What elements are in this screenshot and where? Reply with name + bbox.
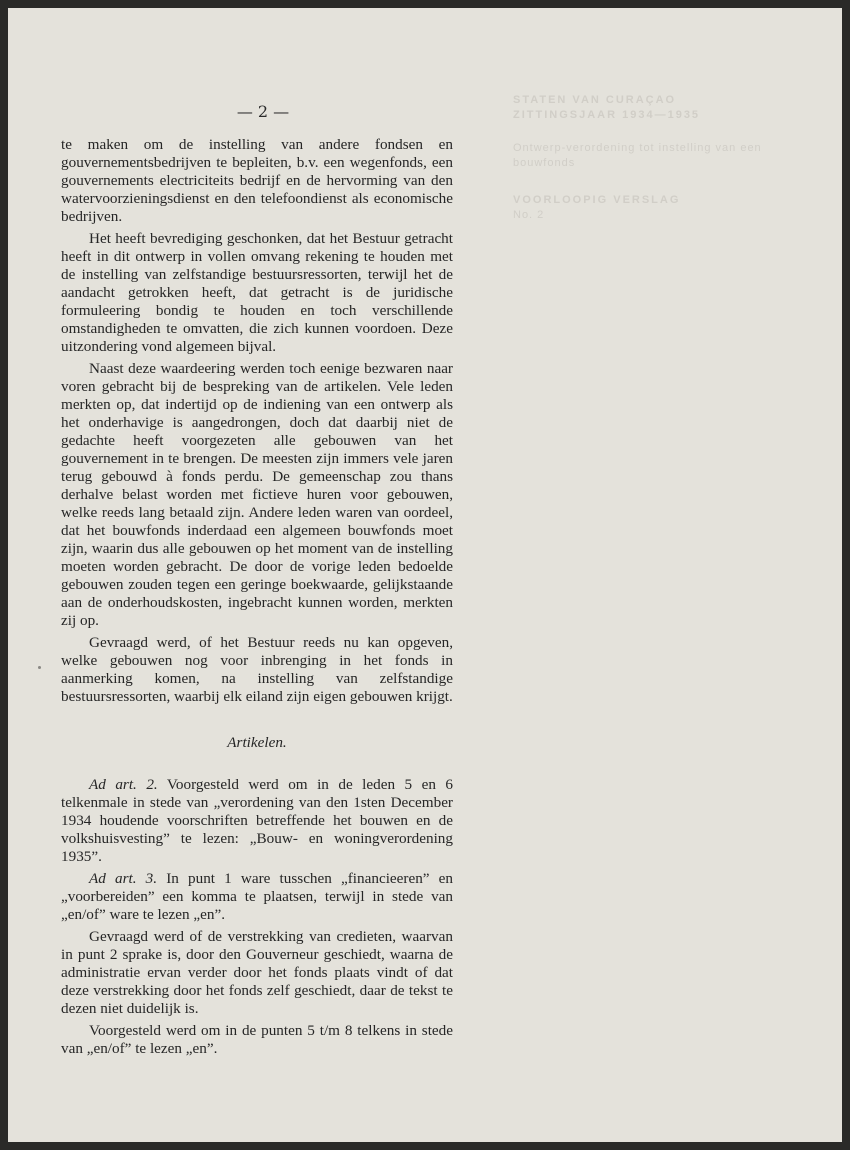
article-text: Voorgesteld werd om in de leden 5 en 6 telkenmale in stede van „verordening van den 1sten December 1934 houdende voorschriften betreffende het bouwen en de volkshuisvesting” te lezen: „Bouw- en woningverordening 1935”. — [61, 776, 453, 865]
show-through-line: VOORLOOPIG VERSLAG — [513, 194, 681, 206]
show-through-line: Ontwerp-verordening tot instelling van een — [513, 142, 762, 154]
article-label: Ad art. 2. — [89, 776, 158, 793]
show-through-line: bouwfonds — [513, 157, 576, 169]
show-through-line: No. 2 — [513, 209, 545, 221]
document-page — [8, 8, 842, 1142]
paragraph: Gevraagd werd, of het Bestuur reeds nu kan opgeven, welke gebouwen nog voor inbrenging in het fonds in aanmerking komen, na instelling van zelfstandige bestuursressorten, waarbij elk eiland zijn eigen gebouwen krijgt. — [61, 634, 453, 705]
paragraph: te maken om de instelling van andere fondsen en gouvernementsbedrijven te bepleiten, b.v. een wegenfonds, een gouvernements electriciteits bedrijf en de hervorming van den watervoorzieningsdienst en den telefoondienst als economische bedrijven. — [61, 136, 453, 225]
section-heading: Artikelen. — [227, 734, 287, 751]
body-text — [61, 136, 453, 1058]
paragraph: Het heeft bevrediging geschonken, dat het Bestuur getracht heeft in dit ontwerp in vollen omvang rekening te houden met de instelling van zelfstandige bestuursressorten, terwijl het de aandacht getrokken heeft, dat getracht is de juridische formuleering bondig te houden en toch verschillende omstandigheden te omvatten, die zich kunnen voordoen. Deze uitzondering vond algemeen bijval. — [61, 230, 453, 355]
paragraph: Naast deze waardeering werden toch eenige bezwaren naar voren gebracht bij de bespreking van de artikelen. Vele leden merkten op, dat indertijd op de indiening van een ontwerp als het onderhavige is aangedrongen, doch dat daarbij niet de gedachte heeft voorgezeten alle gebouwen van het gouvernement in te brengen. De meesten zijn immers vele jaren terug gebouwd à fonds perdu. De gemeenschap zou thans derhalve belast worden met fictieve huren voor gebouwen, welke reeds lang betaald zijn. Andere leden waren van oordeel, dat het bouwfonds inderdaad een algemeen bouwfonds moet zijn, waarin dus alle gebouwen op het moment van de instelling moeten worden gebracht. De door de vorige leden bedoelde gebouwen zouden tegen een geringe boekwaarde, gelijkstaande aan de onderhoudskosten, ingebracht kunnen worden, merkten zij op. — [61, 360, 453, 629]
show-through-text — [513, 93, 833, 223]
show-through-line: STATEN VAN CURAÇAO — [513, 94, 677, 106]
show-through-line: ZITTINGSJAAR 1934—1935 — [513, 109, 701, 121]
article-label: Ad art. 3. — [89, 870, 158, 887]
page-number: — 2 — — [236, 102, 290, 121]
paragraph: Gevraagd werd of de verstrekking van credieten, waarvan in punt 2 sprake is, door den Gouverneur geschiedt, waarna de administratie ervan verder door het fonds plaats vindt of dat deze verstrekking door het fonds zelf geschiedt, daar de tekst te dezen niet duidelijk is. — [61, 928, 453, 1017]
paper-speck — [38, 666, 41, 669]
paragraph: Voorgesteld werd om in de punten 5 t/m 8 telkens in stede van „en/of” te lezen „en”. — [61, 1022, 453, 1057]
article-paragraph — [61, 776, 453, 866]
article-paragraph — [61, 870, 453, 924]
article-text: In punt 1 ware tusschen „financieeren” en „voorbereiden” een komma te plaatsen, terwijl in stede van „en/of” ware te lezen „en”. — [61, 870, 454, 923]
